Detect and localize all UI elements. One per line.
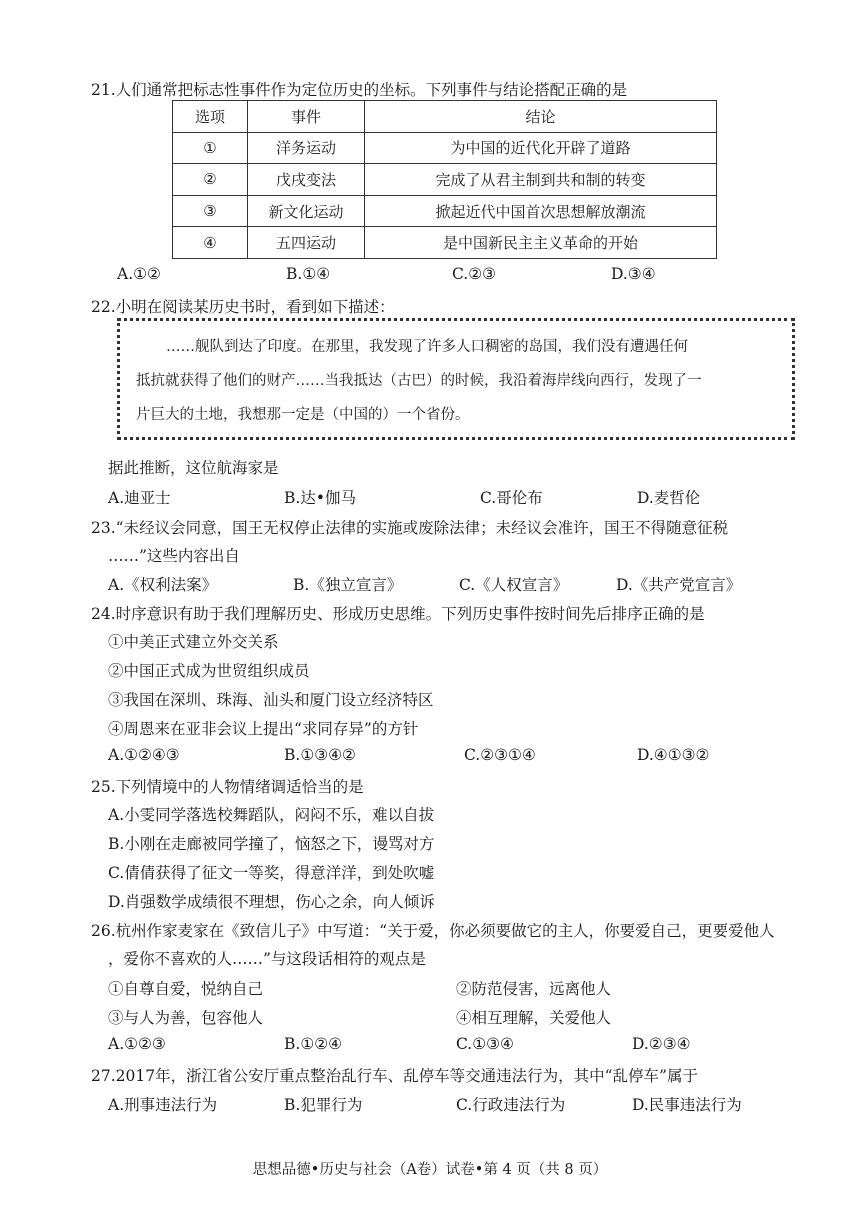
option-a: A.《权利法案》 <box>108 576 218 594</box>
quote-line: 抵抗就获得了他们的财产……当我抵达（古巴）的时候，我沿着海岸线向西行，发现了一 <box>136 373 702 389</box>
option-d: D.③④ <box>611 265 656 283</box>
q22-question: 据此推断，这位航海家是 <box>108 459 279 477</box>
q23-stem-cont: ……”这些内容出自 <box>108 547 240 565</box>
q24-item: ③我国在深圳、珠海、汕头和厦门设立经济特区 <box>108 691 434 709</box>
option-a: A.①② <box>117 265 161 283</box>
q26-stem-cont: ，爱你不喜欢的人……”与这段话相符的观点是 <box>108 950 426 968</box>
q24-item: ①中美正式建立外交关系 <box>108 633 279 651</box>
table-row <box>173 132 717 164</box>
table-cell: 完成了从君主制到共和制的转变 <box>365 164 717 196</box>
option-b: B.犯罪行为 <box>284 1096 363 1114</box>
option-a: A.①②③ <box>108 1035 166 1053</box>
option-c: C.行政违法行为 <box>456 1096 566 1114</box>
table-row <box>173 164 717 196</box>
q26-item: ④相互理解，关爱他人 <box>456 1009 612 1027</box>
table-cell: ③ <box>173 195 248 227</box>
option-a: A.①②④③ <box>108 746 180 764</box>
table-cell: ④ <box>173 227 248 259</box>
q24-stem: 24.时序意识有助于我们理解历史、形成历史思维。下列历史事件按时间先后排序正确的是 <box>91 605 705 623</box>
option-d: D.民事违法行为 <box>632 1096 742 1114</box>
q25-stem: 25.下列情境中的人物情绪调适恰当的是 <box>91 778 364 796</box>
quote-line: 片巨大的土地，我想那一定是（中国的）一个省份。 <box>136 407 470 423</box>
table-cell: 为中国的近代化开辟了道路 <box>365 132 717 164</box>
table-cell: 掀起近代中国首次思想解放潮流 <box>365 195 717 227</box>
option-d: D.肖强数学成绩很不理想，伤心之余，向人倾诉 <box>108 893 435 911</box>
option-d: D.②③④ <box>632 1035 691 1053</box>
q21-stem: 21.人们通常把标志性事件作为定位历史的坐标。下列事件与结论搭配正确的是 <box>91 81 628 99</box>
option-d: D.麦哲伦 <box>637 489 701 507</box>
table-header-cell: 事件 <box>248 101 365 133</box>
q26-item: ①自尊自爱，悦纳自己 <box>108 980 264 998</box>
option-c: C.②③①④ <box>464 746 536 764</box>
table-header-cell: 选项 <box>173 101 248 133</box>
table-cell: 戊戌变法 <box>248 164 365 196</box>
option-b: B.①②④ <box>284 1035 343 1053</box>
option-c: C.②③ <box>452 265 497 283</box>
q27-stem: 27.2017年，浙江省公安厅重点整治乱行车、乱停车等交通违法行为，其中“乱停车”属于 <box>91 1067 698 1085</box>
option-c: C.《人权宣言》 <box>459 576 569 594</box>
q22-stem: 22.小明在阅读某历史书时，看到如下描述： <box>91 298 395 316</box>
option-c: C.①③④ <box>456 1035 514 1053</box>
q26-item: ③与人为善，包容他人 <box>108 1009 264 1027</box>
q24-item: ②中国正式成为世贸组织成员 <box>108 662 310 680</box>
option-a: A.刑事违法行为 <box>108 1096 218 1114</box>
table-header-cell: 结论 <box>365 101 717 133</box>
q26-stem: 26.杭州作家麦家在《致信儿子》中写道：“关于爱，你必须要做它的主人，你要爱自己，更要爱他人 <box>91 922 775 940</box>
option-c: C.倩倩获得了征文一等奖，得意洋洋，到处吹嘘 <box>108 864 435 882</box>
table-cell: ② <box>173 164 248 196</box>
quote-box <box>117 318 795 440</box>
page-footer: 思想品德•历史与社会（A卷）试卷•第 4 页（共 8 页） <box>252 1162 608 1178</box>
table-cell: 五四运动 <box>248 227 365 259</box>
option-a: A.迪亚士 <box>108 489 171 507</box>
q23-stem: 23.“未经议会同意，国王无权停止法律的实施或废除法律；未经议会准许，国王不得随意征税 <box>91 519 729 537</box>
table-cell: 是中国新民主主义革命的开始 <box>365 227 717 259</box>
table-row <box>173 195 717 227</box>
option-b: B.小刚在走廊被同学撞了，恼怒之下，谩骂对方 <box>108 835 435 853</box>
option-b: B.①④ <box>286 265 331 283</box>
option-b: B.达•伽马 <box>284 489 356 507</box>
events-table <box>172 100 717 259</box>
table-cell: ① <box>173 132 248 164</box>
quote-line: ……舰队到达了印度。在那里，我发现了许多人口稠密的岛国，我们没有遭遇任何 <box>166 339 688 355</box>
option-d: D.④①③② <box>637 746 710 764</box>
table-header-row <box>173 101 717 133</box>
table-cell: 新文化运动 <box>248 195 365 227</box>
q24-item: ④周恩来在亚非会议上提出“求同存异”的方针 <box>108 720 419 738</box>
option-b: B.《独立宣言》 <box>293 576 403 594</box>
option-c: C.哥伦布 <box>480 489 543 507</box>
option-d: D.《共产党宣言》 <box>616 576 742 594</box>
option-a: A.小雯同学落选校舞蹈队，闷闷不乐，难以自拔 <box>108 806 435 824</box>
option-b: B.①③④② <box>284 746 356 764</box>
table-row <box>173 227 717 259</box>
table-cell: 洋务运动 <box>248 132 365 164</box>
q26-item: ②防范侵害，远离他人 <box>456 980 612 998</box>
